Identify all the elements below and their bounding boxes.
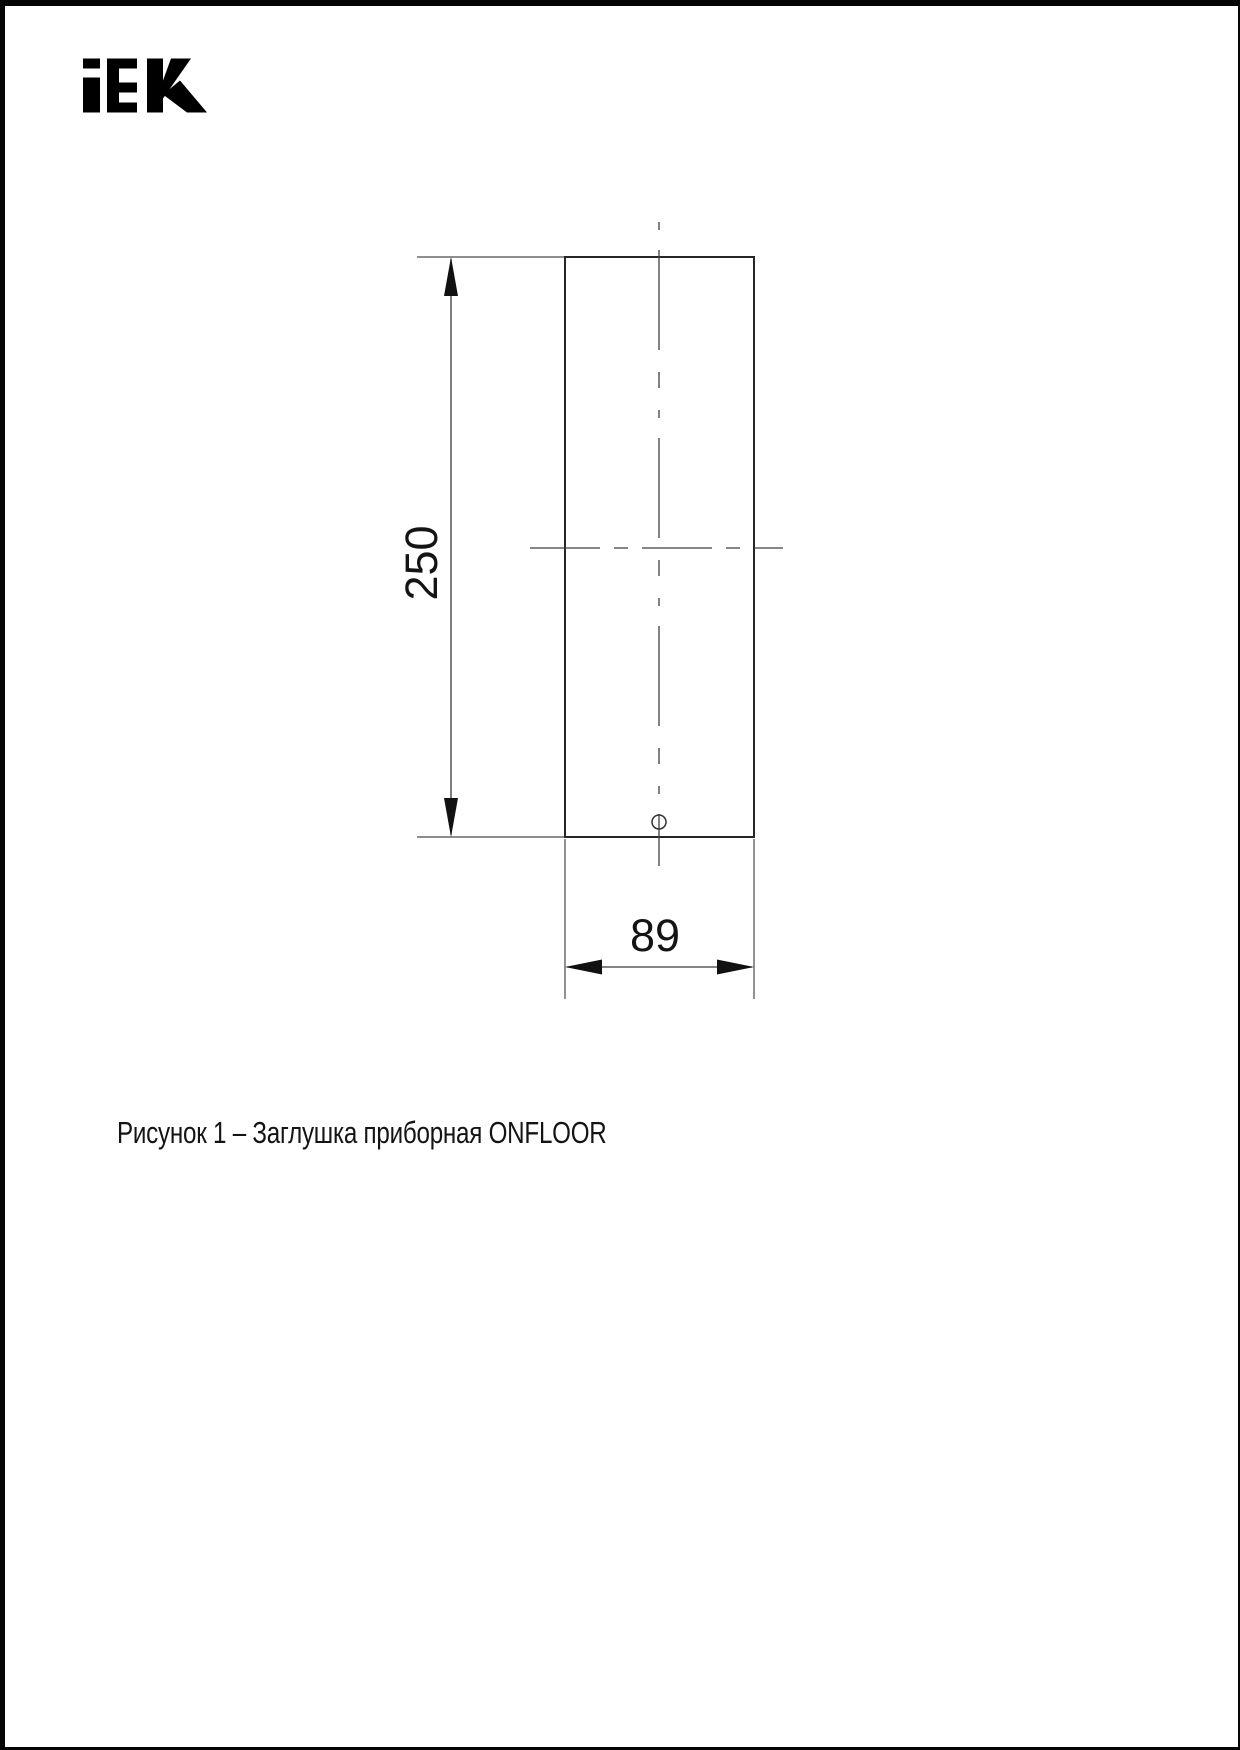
height-dimension-value: 250 [396, 525, 447, 601]
arrow-right-icon [717, 960, 754, 975]
width-dimension-value: 89 [629, 910, 681, 961]
figure-caption: Рисунок 1 – Заглушка приборная ONFLOOR [117, 1115, 607, 1150]
arrow-up-icon [444, 257, 458, 296]
arrow-down-icon [444, 798, 458, 837]
arrow-left-icon [565, 960, 602, 975]
